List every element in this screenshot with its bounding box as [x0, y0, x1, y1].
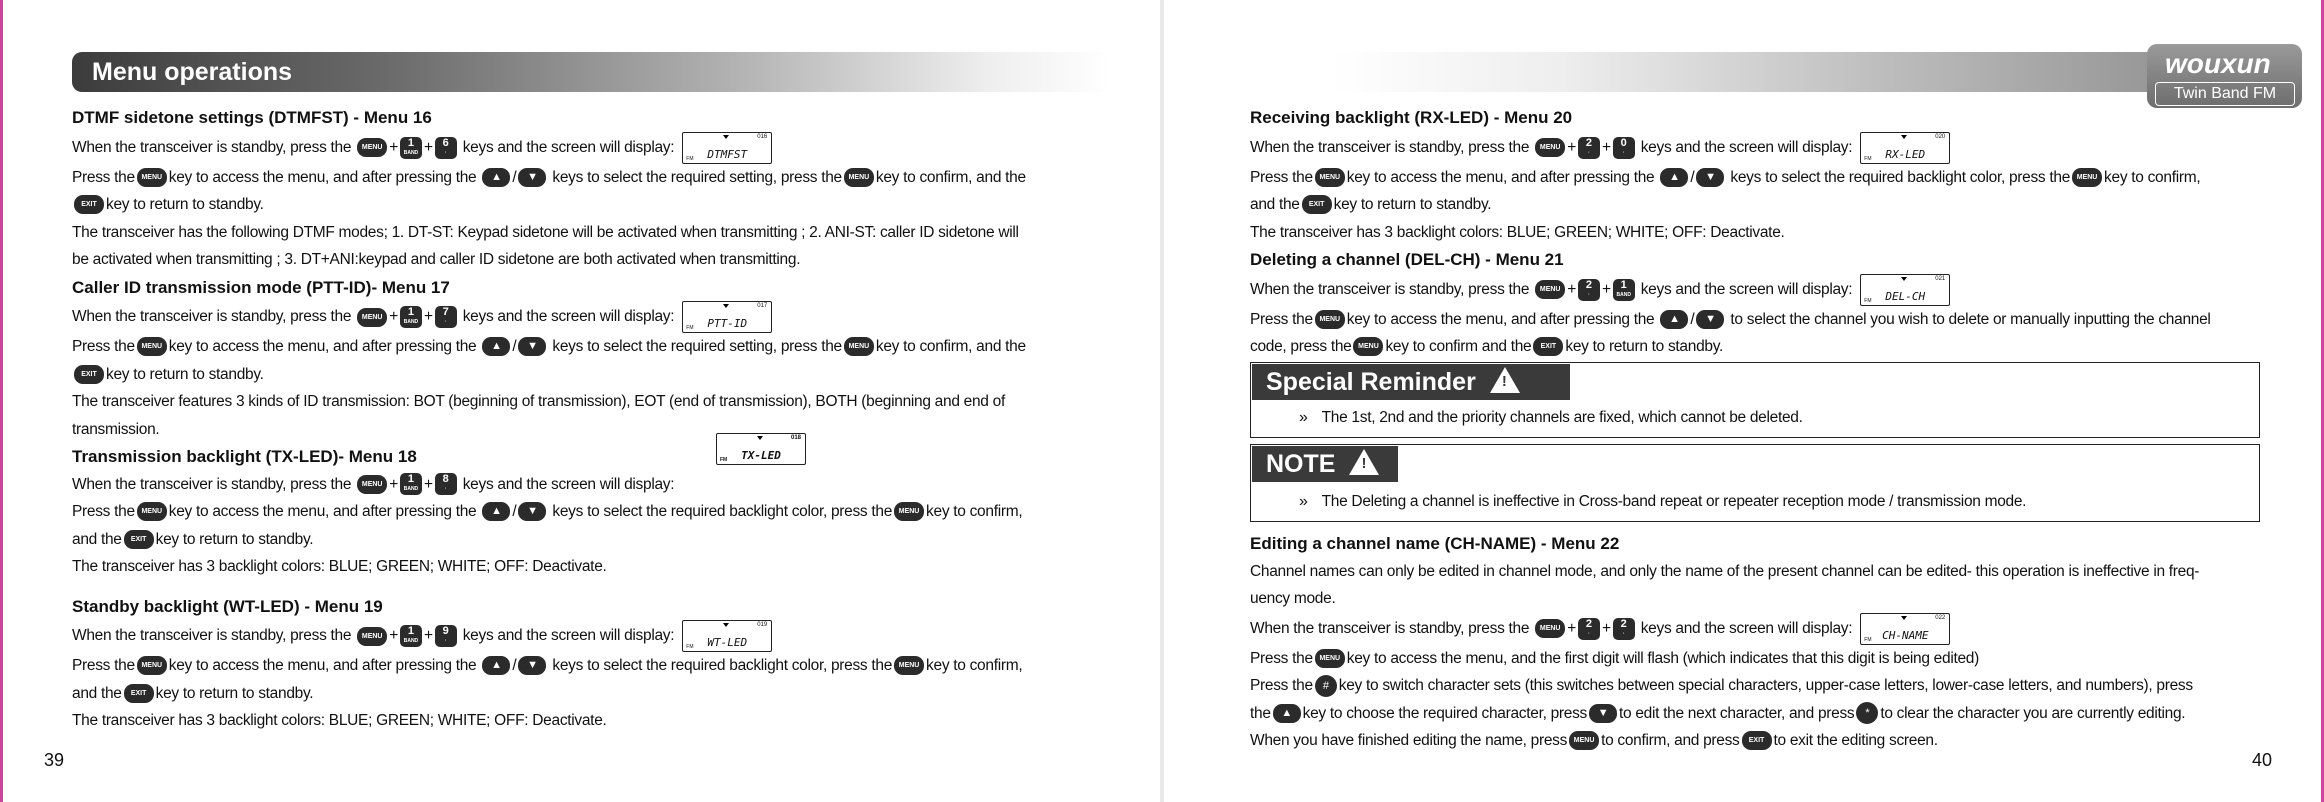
text-line: When the transceiver is standby, press the MENU + 2 · + 0 · keys and the screen will display: 020 RX-LED FM [1250, 132, 2324, 164]
up-key-icon: ▲ [1273, 704, 1301, 723]
brand-logo-icon: wouxun [2165, 48, 2271, 79]
menu-key-icon: MENU [894, 656, 924, 675]
menu-key-icon: MENU [1315, 168, 1345, 187]
key-1-icon: 1 BAND [400, 473, 422, 495]
menu-key-icon: MENU [1535, 280, 1565, 299]
brand-badge [2147, 44, 2302, 124]
text-line: When the transceiver is standby, press the MENU + 1 BAND + 7 · keys and the screen will display: 017 PTT-ID FM [72, 301, 1122, 333]
right-content [1250, 104, 2324, 361]
exit-key-icon: EXIT [74, 365, 104, 384]
down-key-icon: ▼ [518, 168, 546, 187]
banner-title: Menu operations [92, 58, 293, 86]
menu-key-icon: MENU [844, 337, 874, 356]
page-number-left: 39 [44, 750, 65, 770]
key-2-icon: 2 · [1578, 137, 1600, 159]
menu-key-icon: MENU [137, 656, 167, 675]
section-banner [72, 52, 1112, 92]
text-line: Press the MENU key to access the menu, and after pressing the ▲ / ▼ keys to select the required backlight color, press the MENU key to confirm, [1250, 168, 2201, 186]
text-line: and the EXIT key to return to standby. [72, 684, 314, 702]
exit-key-icon: EXIT [1533, 337, 1563, 356]
text-line: When the transceiver is standby, press the MENU + 1 BAND + 9 · keys and the screen will display: 019 WT-LED FM [72, 620, 1122, 652]
note-box [1250, 444, 2260, 522]
key-1-icon: 1 BAND [400, 625, 422, 647]
text-line: code, press the MENU key to confirm and the EXIT key to return to standby. [1250, 338, 1724, 355]
up-key-icon: ▲ [482, 656, 510, 675]
key-1-icon: 1 BAND [400, 137, 422, 159]
lcd-display: 022 CH-NAME FM [1860, 613, 1950, 645]
page-edge-line [0, 0, 3, 802]
menu-key-icon: MENU [1535, 138, 1565, 157]
section-heading-rxled: Receiving backlight (RX-LED) - Menu 20 [1250, 108, 1573, 127]
key-8-icon: 8 · [435, 473, 457, 495]
up-key-icon: ▲ [482, 168, 510, 187]
menu-key-icon: MENU [357, 475, 387, 494]
lcd-display: 020 RX-LED FM [1860, 132, 1950, 164]
section-heading-dtmfst: DTMF sidetone settings (DTMFST) - Menu 16 [72, 108, 432, 127]
text-line: Press the # key to switch character sets (this switches between special characters, upper-case letters, lower-case letters, and numbers), press [1250, 672, 2324, 700]
section-heading-pttid: Caller ID transmission mode (PTT-ID)- Menu 17 [72, 277, 450, 297]
lcd-display: 021 DEL-CH FM [1860, 274, 1950, 306]
text-line: The transceiver has the following DTMF modes; 1. DT-ST: Keypad sidetone will be activated when transmitting ; 2. ANI-ST: caller ID sidetone will [72, 223, 1019, 241]
menu-key-icon: MENU [1353, 337, 1383, 356]
text-line: When the transceiver is standby, press the MENU + 2 · + 2 · keys and the screen will display: 022 CH-NAME FM [1250, 613, 2324, 645]
menu-key-icon: MENU [137, 168, 167, 187]
special-reminder-text: » The 1st, 2nd and the priority channels are fixed, which cannot be deleted. [1299, 409, 1803, 426]
text-line: When the transceiver is standby, press the MENU + 1 BAND + 6 · keys and the screen will display: 016 DTMFST FM [72, 132, 1122, 164]
key-7-icon: 7 · [435, 306, 457, 328]
text-line: Press the MENU key to access the menu, and after pressing the ▲ / ▼ to select the channel you wish to delete or manually inputting the channel [1250, 310, 2211, 328]
up-key-icon: ▲ [1660, 310, 1688, 329]
menu-key-icon: MENU [2072, 168, 2102, 187]
key-1-icon: 1 BAND [1613, 279, 1635, 301]
double-chevron-icon: » [1299, 493, 1308, 510]
key-2-icon: 2 · [1578, 279, 1600, 301]
text-line: When the transceiver is standby, press the MENU + 1 BAND + 8 · keys and the screen will display: [72, 471, 1122, 499]
text-line: uency mode. [1250, 590, 1336, 607]
lcd-display: 018 TX-LED FM [716, 433, 806, 465]
chname-content [1250, 530, 2324, 755]
section-heading-chname: Editing a channel name (CH-NAME) - Menu 22 [1250, 534, 1620, 553]
exit-key-icon: EXIT [124, 684, 154, 703]
down-key-icon: ▼ [518, 656, 546, 675]
up-key-icon: ▲ [482, 337, 510, 356]
up-key-icon: ▲ [1660, 168, 1688, 187]
text-line: and the EXIT key to return to standby. [72, 530, 314, 548]
exit-key-icon: EXIT [1742, 731, 1772, 750]
menu-key-icon: MENU [357, 308, 387, 327]
page-number-right: 40 [2252, 750, 2273, 770]
key-9-icon: 9 · [435, 625, 457, 647]
text-line: Press the MENU key to access the menu, and after pressing the ▲ / ▼ keys to select the required setting, press the MENU key to confirm, and the [72, 168, 1026, 186]
section-heading-txled: Transmission backlight (TX-LED)- Menu 18 018 TX-LED FM [72, 443, 1122, 471]
clear-key-icon: * [1856, 702, 1878, 724]
key-6-icon: 6 · [435, 137, 457, 159]
menu-key-icon: MENU [1569, 731, 1599, 750]
switch-key-icon: # [1315, 675, 1337, 697]
menu-key-icon: MENU [1535, 619, 1565, 638]
special-reminder-title: Special Reminder ! [1252, 364, 1570, 400]
text-line: Press the MENU key to access the menu, and after pressing the ▲ / ▼ keys to select the required backlight color, press the MENU key to confirm, [72, 657, 1023, 674]
down-key-icon: ▼ [1696, 310, 1724, 329]
lcd-display: 017 PTT-ID FM [682, 301, 772, 333]
right-page [1162, 0, 2324, 802]
key-0-icon: 0 · [1613, 137, 1635, 159]
key-1-icon: 1 BAND [400, 306, 422, 328]
text-line: and the EXIT key to return to standby. [1250, 196, 1492, 213]
key-2-icon: 2 · [1613, 618, 1635, 640]
note-title: NOTE ! [1252, 446, 1398, 482]
menu-key-icon: MENU [844, 168, 874, 187]
menu-key-icon: MENU [1315, 310, 1345, 329]
brand-subtitle: Twin Band FM Transceiver [2155, 82, 2295, 106]
down-key-icon: ▼ [1589, 704, 1617, 723]
warning-icon: ! [1490, 367, 1520, 393]
exit-key-icon: EXIT [124, 530, 154, 549]
menu-key-icon: MENU [357, 627, 387, 646]
exit-key-icon: EXIT [1302, 195, 1332, 214]
menu-key-icon: MENU [1315, 649, 1345, 668]
down-key-icon: ▼ [518, 337, 546, 356]
text-line: the ▲ key to choose the required character, press ▼ to edit the next character, and press * to clear the character you are currently editing. [1250, 700, 2324, 728]
text-line: Press the MENU key to access the menu, and after pressing the ▲ / ▼ keys to select the required backlight color, press the MENU key to confirm, [72, 503, 1023, 520]
down-key-icon: ▼ [1696, 168, 1724, 187]
section-banner-right [1332, 52, 2250, 92]
section-heading-wtled: Standby backlight (WT-LED) - Menu 19 [72, 596, 383, 616]
menu-key-icon: MENU [137, 337, 167, 356]
special-reminder-box [1250, 362, 2260, 438]
text-line: EXIT key to return to standby. [72, 191, 1122, 219]
text-line: Channel names can only be edited in channel mode, and only the name of the present channel can be edited- this operation is ineffective in freq- [1250, 562, 2200, 580]
lcd-display: 016 DTMFST FM [682, 132, 772, 164]
menu-key-icon: MENU [137, 502, 167, 521]
menu-key-icon: MENU [894, 502, 924, 521]
warning-icon: ! [1349, 449, 1379, 475]
key-2-icon: 2 · [1578, 618, 1600, 640]
double-chevron-icon: » [1299, 409, 1308, 426]
text-line: The transceiver has 3 backlight colors: BLUE; GREEN; WHITE; OFF: Deactivate. [72, 558, 607, 575]
text-line: be activated when transmitting ; 3. DT+ANI:keypad and caller ID sidetone are both activated when transmitting. [72, 251, 801, 268]
text-line: When the transceiver is standby, press the MENU + 2 · + 1 BAND keys and the screen will display: 021 DEL-CH FM [1250, 274, 2324, 306]
text-line: The transceiver has 3 backlight colors: BLUE; GREEN; WHITE; OFF: Deactivate. [1250, 223, 1785, 241]
down-key-icon: ▼ [518, 502, 546, 521]
text-line: transmission. [72, 420, 160, 438]
text-line: Press the MENU key to access the menu, and after pressing the ▲ / ▼ keys to select the required setting, press the MENU key to confirm, and the [72, 338, 1026, 355]
lcd-display: 019 WT-LED FM [682, 620, 772, 652]
up-key-icon: ▲ [482, 502, 510, 521]
text-line: The transceiver has 3 backlight colors: BLUE; GREEN; WHITE; OFF: Deactivate. [72, 712, 607, 729]
text-line: Press the MENU key to access the menu, and the first digit will flash (which indicates that this digit is being edited) [1250, 649, 1979, 667]
exit-key-icon: EXIT [74, 195, 104, 214]
section-heading-delch: Deleting a channel (DEL-CH) - Menu 21 [1250, 250, 1564, 269]
note-text: » The Deleting a channel is ineffective in Cross-band repeat or repeater reception mode / transmission mode. [1299, 493, 2027, 510]
menu-key-icon: MENU [357, 138, 387, 157]
text-line: EXIT key to return to standby. [72, 361, 1122, 389]
text-line: When you have finished editing the name, press MENU to confirm, and press EXIT to exit the editing screen. [1250, 732, 1938, 749]
text-line: The transceiver features 3 kinds of ID transmission: BOT (beginning of transmission), EOT (end of transmission), BOTH (beginning and end of [72, 393, 1005, 410]
left-content [72, 104, 1122, 735]
